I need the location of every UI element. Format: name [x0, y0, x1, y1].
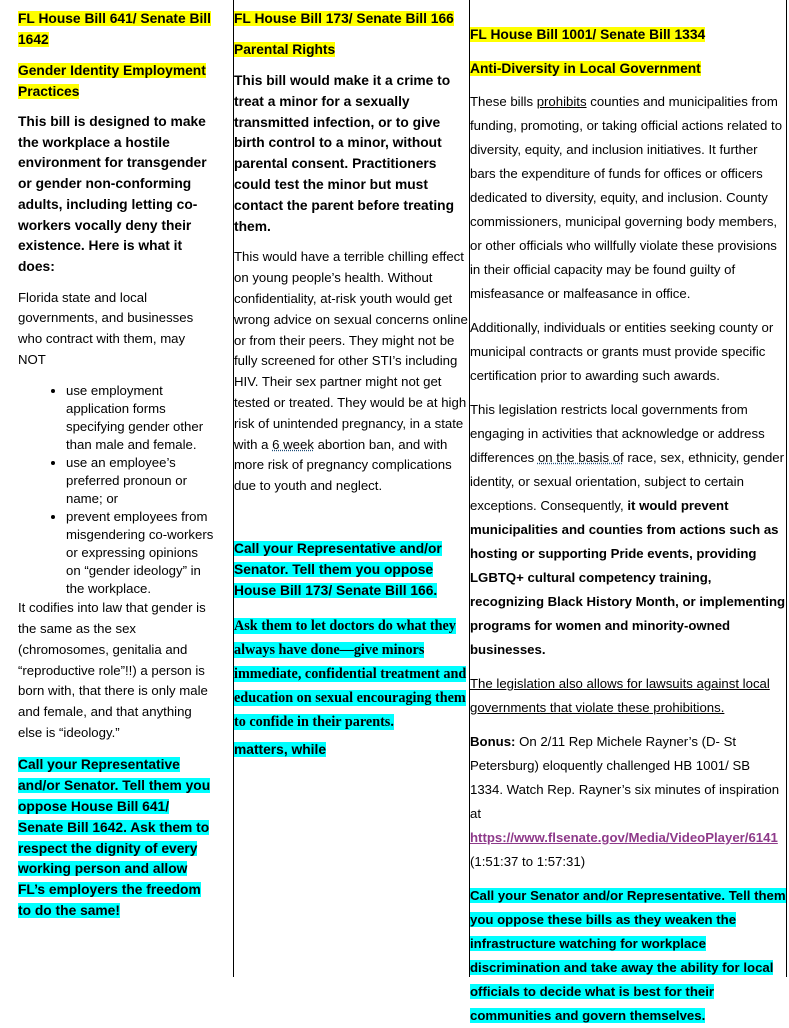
column-anti-diversity	[470, 0, 786, 1028]
column-gender-identity	[18, 0, 214, 922]
bullet-list	[18, 382, 214, 598]
bill-summary: This bill is designed to make the workplace a hostile environment for transgender or gender non-conforming adults, including letting co-workers vocally deny their existence. Here is what it does:	[18, 114, 207, 274]
list-item: • use employment application forms specifying gender other than male and female.	[66, 382, 214, 454]
bill-subtitle: Anti-Diversity in Local Government	[470, 61, 701, 76]
body-paragraph: Additionally, individuals or entities seeking county or municipal contracts or grants must provide specific certification prior to awarding such awards.	[470, 320, 774, 383]
list-item: • prevent employees from misgendering co-workers or expressing opinions on “gender ideology” in the workplace.	[66, 508, 214, 598]
body-paragraph: The legislation also allows for lawsuits against local governments that violate these prohibitions.	[470, 676, 770, 715]
bill-title: FL House Bill 1001/ Senate Bill 1334	[470, 27, 706, 42]
inline-link[interactable]: on the basis of	[537, 450, 624, 465]
body-paragraph: This would have a terrible chilling effect on young people’s health. Without confidentiality, at-risk youth would get wrong advice on sexual concerns online or from their peers. They might not be fully screened for other STI’s including HIV. Their sex partner might not get tested or treated. They would be at high risk of unintended pregnancy, in a state with a 6 week abortion ban, and with more risk of pregnancy complications due to youth and neglect.	[234, 249, 468, 494]
text-fragment: matters, while	[234, 742, 327, 758]
inline-link[interactable]: 6 week	[272, 436, 314, 452]
column-parental-rights	[234, 0, 468, 762]
body-paragraph: These bills prohibits counties and municipalities from funding, promoting, or taking official actions related to diversity, equity, and inclusion initiatives. It further bars the expenditure of funds for offices or officers dedicated to diversity, equity, and inclusion. County commissioners, municipal governing body members, or other officials who willfully violate these provisions in their official capacity may be found guilty of misfeasance or malfeasance in office.	[470, 94, 783, 301]
call-to-action: Call your Senator and/or Representative. Tell them you oppose these bills as they weaken the infrastructure watching for workplace discrimination and take away the ability for local officials to decide what is best for their communities and govern themselves.	[470, 888, 786, 1023]
bill-subtitle: Parental Rights	[234, 42, 336, 57]
column-divider	[786, 0, 787, 977]
call-to-action-ask: Ask them to let doctors do what they always have done—give minors immediate, confidential treatment and education on sexual encouraging them to confide in their parents.	[234, 618, 467, 731]
call-to-action: Call your Representative and/or Senator. Tell them you oppose House Bill 641/ Senate Bill 1642. Ask them to respect the dignity of every working person and allow FL’s employers the freedom to do the same!	[18, 757, 211, 918]
call-to-action: Call your Representative and/or Senator. Tell them you oppose House Bill 173/ Senate Bill 166.	[234, 540, 442, 598]
body-paragraph: It codifies into law that gender is the same as the sex (chromosomes, genitalia and “reproductive role”!!) a person is born with, that there is only male and female, and that anything else is “ideology.”	[18, 600, 208, 740]
video-link[interactable]: https://www.flsenate.gov/Media/VideoPlayer/6141	[470, 830, 778, 845]
bill-title: FL House Bill 173/ Senate Bill 166	[234, 11, 454, 26]
body-paragraph: This legislation restricts local governments from engaging in activities that acknowledge or address differences on the basis of race, sex, ethnicity, gender identity, or sexual orientation, subject to certain exceptions. Consequently, it would prevent municipalities and counties from actions such as hosting or supporting Pride events, providing LGBTQ+ cultural competency training, recognizing Black History Month, or implementing programs for women and minority-owned businesses.	[470, 402, 786, 657]
bill-summary: This bill would make it a crime to treat a minor for a sexually transmitted infection, or to give birth control to a minor, without parental consent. Practitioners could test the minor but must contact the parent before treating them.	[234, 73, 455, 234]
list-item: • use an employee’s preferred pronoun or name; or	[66, 454, 214, 508]
bill-subtitle: Gender Identity Employment Practices	[18, 63, 206, 99]
body-paragraph: Florida state and local governments, and businesses who contract with them, may NOT	[18, 289, 194, 367]
bonus-paragraph: Bonus: On 2/11 Rep Michele Rayner’s (D- St Petersburg) eloquently challenged HB 1001/ SB 1334. Watch Rep. Rayner’s six minutes of inspiration at https://www.flsenate.gov/Media/VideoPlayer/6141 (1:51:37 to 1:57:31)	[470, 734, 780, 869]
bill-title: FL House Bill 641/ Senate Bill 1642	[18, 11, 211, 47]
inline-link[interactable]: prohibits	[536, 94, 587, 109]
